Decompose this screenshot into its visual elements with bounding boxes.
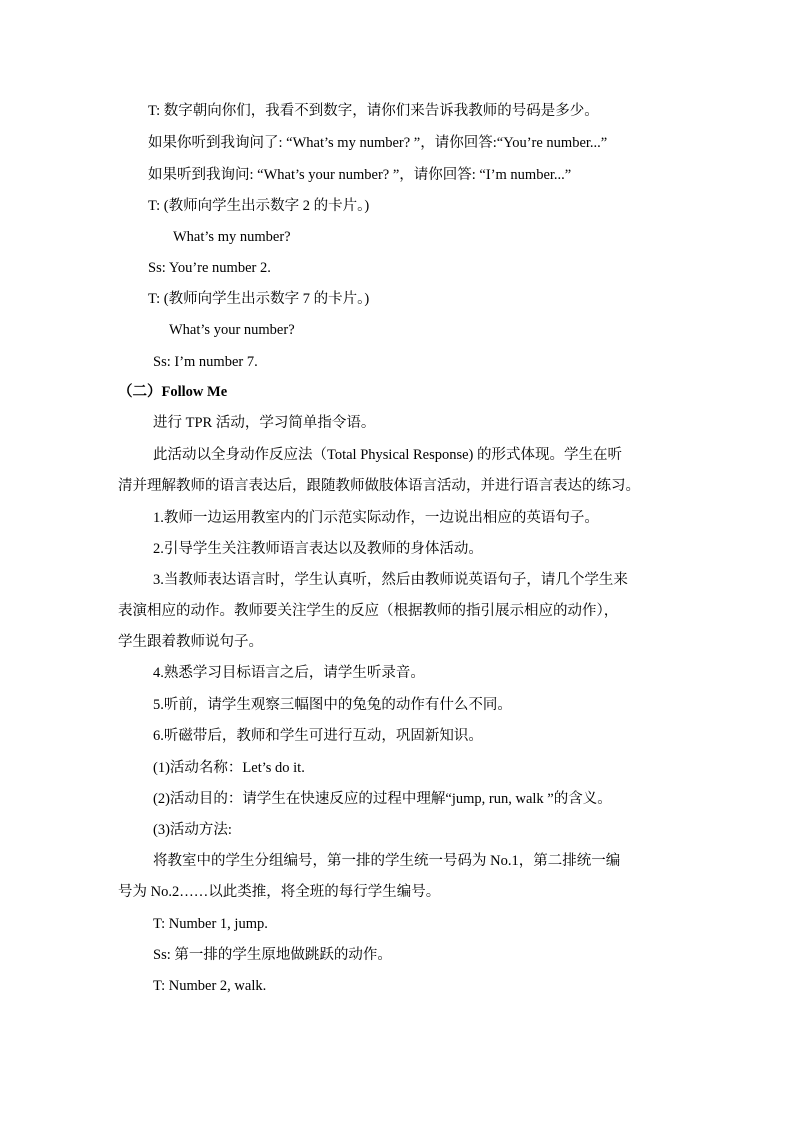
paragraph-line: 进行 TPR 活动，学习简单指令语。 <box>153 415 376 431</box>
dialogue-line: Ss: 第一排的学生原地做跳跃的动作。 <box>153 947 392 963</box>
paragraph-line: 号为 No.2……以此类推，将全班的每行学生编号。 <box>118 884 441 900</box>
activity-method: (3)活动方法: <box>153 822 232 838</box>
list-item: 4.熟悉学习目标语言之后，请学生听录音。 <box>153 665 425 681</box>
instruction-line: 如果听到我询问: “What’s your number? ”，请你回答: “I’m number...” <box>148 167 572 183</box>
activity-name: (1)活动名称：Let’s do it. <box>153 760 305 776</box>
paragraph-line: 清并理解教师的语言表达后，跟随教师做肢体语言活动，并进行语言表达的练习。 <box>118 478 640 494</box>
dialogue-line: T: Number 2, walk. <box>153 978 267 994</box>
list-item: 2.引导学生关注教师语言表达以及教师的身体活动。 <box>153 541 483 557</box>
dialogue-line: Ss: You’re number 2. <box>148 260 271 276</box>
activity-purpose: (2)活动目的：请学生在快速反应的过程中理解“jump, run, walk ”的含义。 <box>153 791 612 807</box>
section-heading: （二）Follow Me <box>118 384 228 400</box>
list-item: 3.当教师表达语言时，学生认真听，然后由教师说英语句子，请几个学生来 <box>153 572 628 588</box>
dialogue-line: What’s your number? <box>169 322 295 338</box>
dialogue-line: T: (教师向学生出示数字 2 的卡片。) <box>148 198 370 214</box>
paragraph-line: 将教室中的学生分组编号，第一排的学生统一号码为 No.1，第二排统一编 <box>153 853 621 869</box>
list-item-continuation: 表演相应的动作。教师要关注学生的反应（根据教师的指引展示相应的动作）， <box>118 603 619 619</box>
instruction-line: 如果你听到我询问了: “What’s my number? ”，请你回答:“You’re number...” <box>148 135 608 151</box>
dialogue-line: What’s my number? <box>173 229 291 245</box>
dialogue-line: T: 数字朝向你们，我看不到数字，请你们来告诉我教师的号码是多少。 <box>148 103 599 119</box>
list-item: 5.听前，请学生观察三幅图中的兔兔的动作有什么不同。 <box>153 697 512 713</box>
list-item-continuation: 学生跟着教师说句子。 <box>118 634 263 650</box>
list-item: 1.教师一边运用教室内的门示范实际动作，一边说出相应的英语句子。 <box>153 510 599 526</box>
dialogue-line: T: (教师向学生出示数字 7 的卡片。) <box>148 291 370 307</box>
paragraph-line: 此活动以全身动作反应法（Total Physical Response) 的形式体现。学生在听 <box>153 447 623 463</box>
dialogue-line: Ss: I’m number 7. <box>153 354 258 370</box>
list-item: 6.听磁带后，教师和学生可进行互动，巩固新知识。 <box>153 728 483 744</box>
dialogue-line: T: Number 1, jump. <box>153 916 268 932</box>
